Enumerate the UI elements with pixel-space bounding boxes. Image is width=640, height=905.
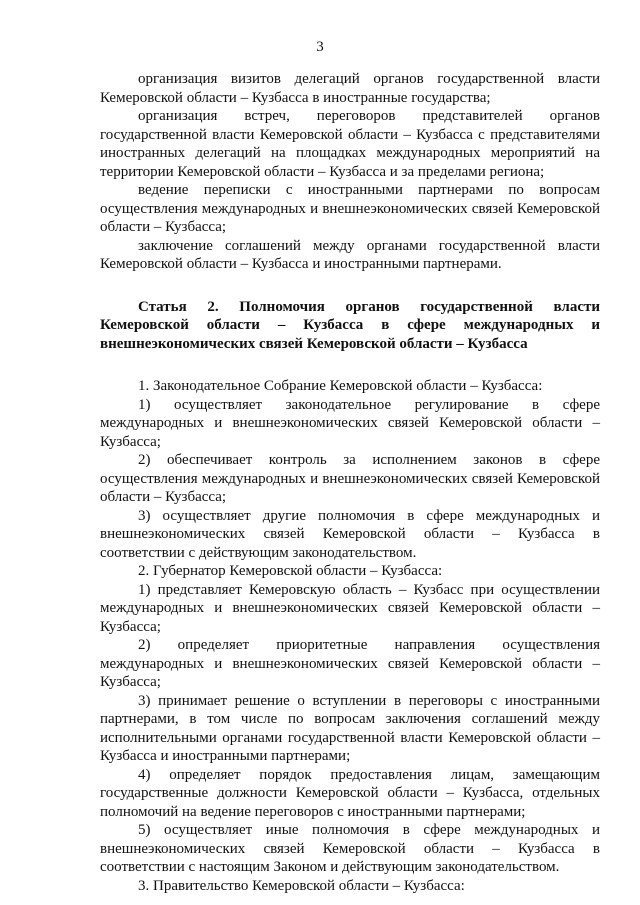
paragraph: заключение соглашений между органами государственной власти Кемеровской области – Кузбасса и иностранными партнерами.: [100, 237, 600, 272]
paragraph: организация встреч, переговоров представителей органов государственной власти Кемеровской области – Кузбасса с представителями иностранных делегаций на площадках международных мероприятий на территории Кемеровской области – Кузбасса и за пределами региона;: [100, 108, 600, 180]
paragraph: 3. Правительство Кемеровской области – Кузбасса:: [138, 877, 465, 894]
paragraph: 1. Законодательное Собрание Кемеровской области – Кузбасса:: [138, 378, 543, 394]
paragraph: 5) осуществляет иные полномочия в сфере международных и внешнеэкономических связей Кемеровской области – Кузбасса в соответствии с настоящим Законом и действующим законодательством.: [100, 822, 600, 875]
paragraph: 4) определяет порядок предоставления лицам, замещающим государственные должности Кемеровской области – Кузбасса, отдельных полномочий на ведение переговоров с иностранными партнерами;: [100, 766, 600, 820]
article-heading: Статья 2. Полномочия органов государственной власти Кемеровской области – Кузбасса в сфере международных и внешнеэкономических связей Кемеровской области – Кузбасса: [100, 298, 600, 352]
paragraph: 2. Губернатор Кемеровской области – Кузбасса:: [138, 563, 443, 579]
paragraph: 2) определяет приоритетные направления осуществления международных и внешнеэкономических связей Кемеровской области – Кузбасса;: [100, 637, 600, 690]
page-number: 3: [316, 39, 324, 55]
paragraph: организация визитов делегаций органов государственной власти Кемеровской области – Кузбасса в иностранные государства;: [100, 71, 600, 106]
paragraph: 3) принимает решение о вступлении в переговоры с иностранными партнерами, в том числе по вопросам заключения соглашений между исполнительными органами государственной власти Кемеровской области – Кузбасса и иностранными партнерами;: [100, 692, 600, 764]
paragraph: ведение переписки с иностранными партнерами по вопросам осуществления международных и внешнеэкономических связей Кемеровской области – Кузбасса;: [100, 182, 600, 235]
paragraph: 3) осуществляет другие полномочия в сфере международных и внешнеэкономических связей Кемеровской области – Кузбасса в соответствии с действующим законодательством.: [100, 507, 600, 561]
document-body: [100, 70, 600, 895]
paragraph: 1) осуществляет законодательное регулирование в сфере международных и внешнеэкономических связей Кемеровской области – Кузбасса;: [100, 396, 600, 450]
paragraph: 1) представляет Кемеровскую область – Кузбасс при осуществлении международных и внешнеэкономических связей Кемеровской области – Кузбасса;: [100, 581, 600, 635]
paragraph: 2) обеспечивает контроль за исполнением законов в сфере осуществления международных и внешнеэкономических связей Кемеровской области – Кузбасса;: [100, 452, 600, 505]
